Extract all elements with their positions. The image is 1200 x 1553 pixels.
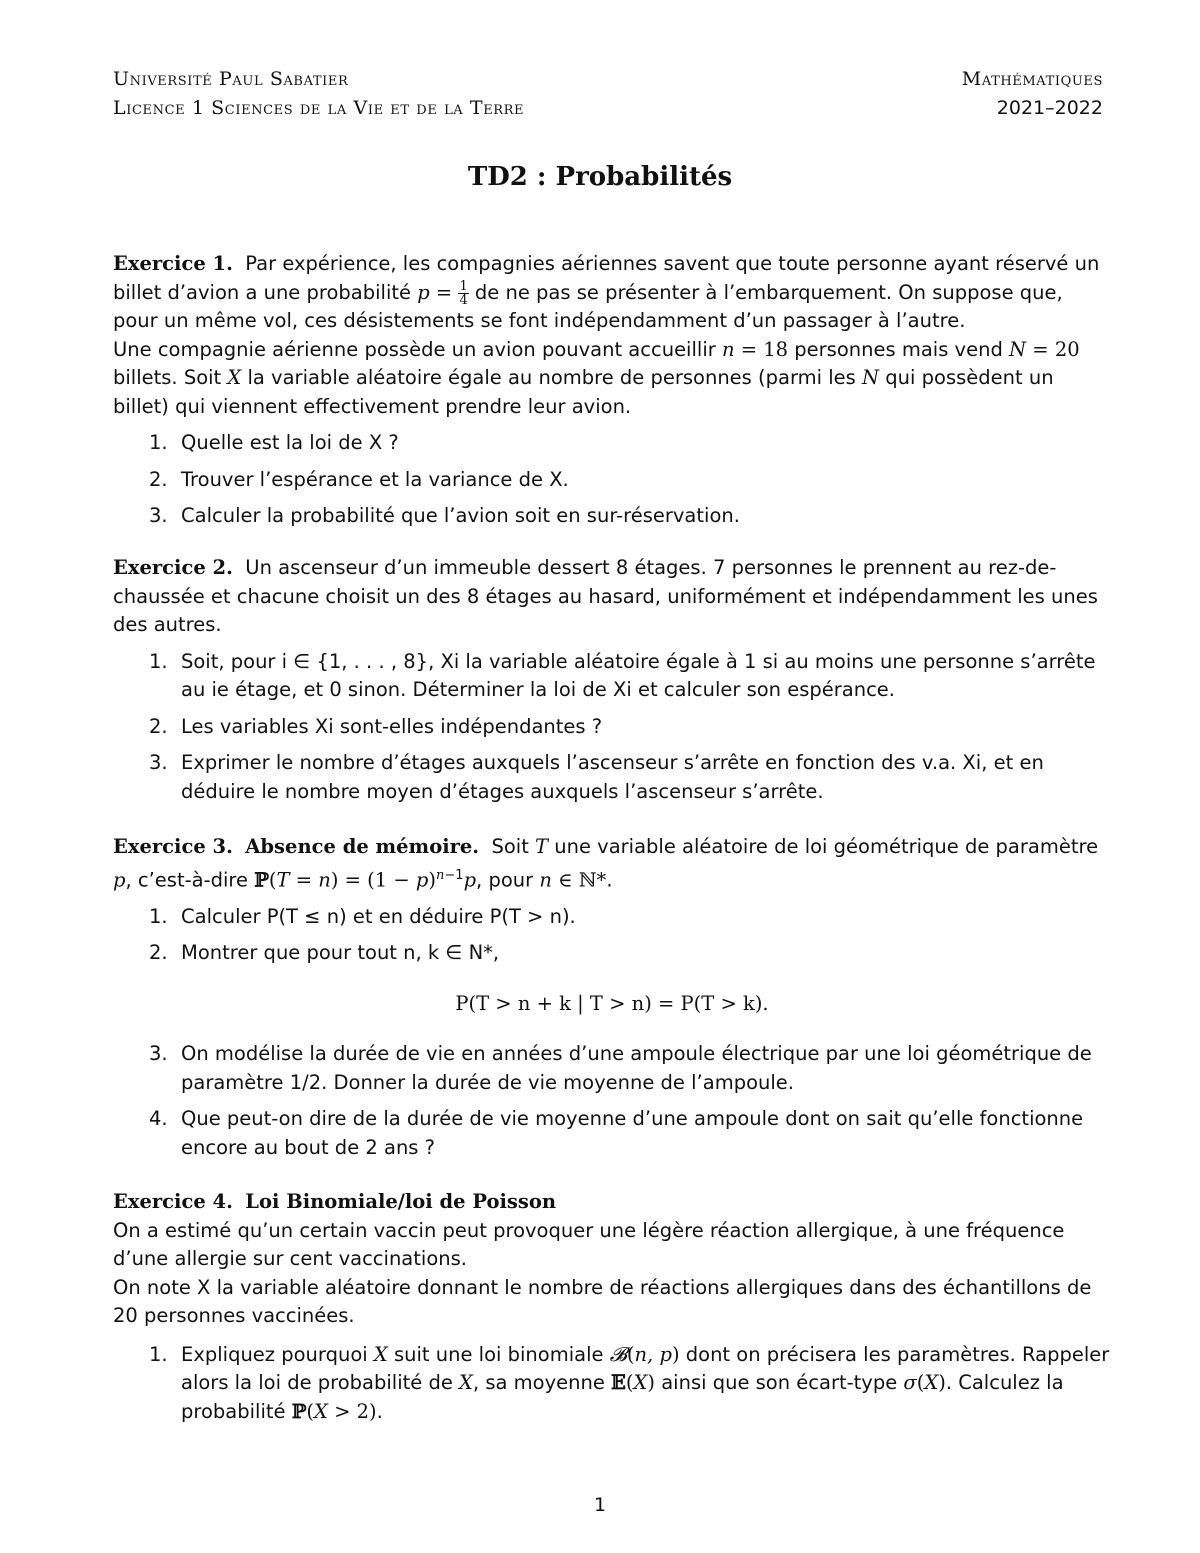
exercise-3-subtitle: Absence de mémoire. — [245, 835, 480, 858]
exercise-3-statement: Exercice 3. Absence de mémoire. Soit T une variable aléatoire de loi géométrique de paramètre p, c’est-à-dire ℙ(T = $n) = (1 - p)^{n-1}p$, pour n ∈ ℕ*. — [113, 835, 1099, 891]
page-number: 1 — [593, 1494, 607, 1516]
fraction-one-quarter: $\frac{1}{4}$ — [459, 278, 468, 308]
exercise-4-questions — [113, 1341, 1111, 1427]
list-item: 1. Quelle est la loi de X ? — [149, 431, 399, 454]
exercise-1-questions — [113, 429, 1111, 531]
display-equation: P(T > n + k | T > n) = P(T > k). — [455, 991, 769, 1015]
exercise-4-heading — [113, 1188, 1111, 1217]
exercise-2-questions — [113, 648, 1111, 807]
exercise-2-label: Exercice 2. — [113, 556, 233, 579]
subject-name: Mathématiques — [961, 68, 1103, 90]
exercise-4-intro-2: On note X la variable aléatoire donnant le nombre de réactions allergiques dans des échantillons de 20 personnes vaccinées. — [113, 1275, 1092, 1327]
exercise-1-label: Exercice 1. — [113, 252, 233, 275]
list-item: 4. Que peut-on dire de la durée de vie moyenne d’une ampoule dont on sait qu’elle fonctionne encore au bout de 2 ans ? — [149, 1107, 1084, 1159]
exercise-1 — [113, 250, 1111, 531]
header-left-line1 — [113, 68, 1103, 90]
list-item: 3. Exprimer le nombre d’étages auxquels l’ascenseur s’arrête en fonction des v.a. Xi, et en déduire le nombre moyen d’étages auxquels l’ascenseur s’arrête. — [149, 751, 1044, 803]
university-name: Université Paul Sabatier — [113, 68, 349, 90]
program-name: Licence 1 Sciences de la Vie et de la Terre — [113, 97, 525, 119]
list-item: 2. Les variables Xi sont-elles indépendantes ? — [149, 714, 603, 738]
exercise-1-statement: Exercice 1. Par expérience, les compagnies aériennes savent que toute personne ayant réservé un billet d’avion a une probabilité p = $\frac{1}{4}$ de ne pas se présenter à l’embarquement. On suppose que, pour un même vol, ces désistements se font indépendamment d’un passager à l’autre. Une compagnie aérienne possède un avion pouvant accueillir n = 18 personnes mais vend N = 20 billets. Soit X la variable aléatoire égale au nombre de personnes (parmi les N qui possèdent un billet) qui viennent effectivement prendre leur avion. — [113, 252, 1100, 418]
exercise-4-subtitle: Loi Binomiale/loi de Poisson — [245, 1190, 557, 1213]
exercise-3 — [113, 833, 1111, 1162]
list-item: 3. Calculer la probabilité que l’avion soit en sur-réservation. — [149, 504, 740, 527]
academic-year: 2021–2022 — [996, 97, 1103, 119]
page-title: TD2 : Probabilités — [467, 162, 733, 192]
header-left-line2 — [113, 97, 1103, 119]
exercise-4 — [113, 1188, 1111, 1426]
exercise-3-questions — [113, 903, 1111, 1163]
exercise-3-label: Exercice 3. — [113, 835, 233, 858]
list-item: 1. Expliquez pourquoi X suit une loi binomiale 𝓑(n, p) dont on précisera les paramètres. Rappeler alors la loi de probabilité de X, sa moyenne 𝔼(X) ainsi que son écart-type σ(X). Calculez la probabilité ℙ(X > 2). — [149, 1342, 1110, 1423]
list-item: 1. Calculer P(T ≤ n) et en déduire P(T > n). — [149, 904, 576, 928]
list-item: 2. Montrer que pour tout n, k ∈ N*, — [149, 941, 500, 964]
exercise-4-intro-1: On a estimé qu’un certain vaccin peut provoquer une légère réaction allergique, à une fréquence d’une allergie sur cent vaccinations. — [113, 1218, 1065, 1270]
exercise-2-statement: Exercice 2. Un ascenseur d’un immeuble dessert 8 étages. 7 personnes le prennent au rez-de-chaussée et chacune choisit un des 8 étages au hasard, uniformément et indépendamment les unes des autres. — [113, 556, 1098, 636]
list-item: 1. Soit, pour i ∈ {1, . . . , 8}, Xi la variable aléatoire égale à 1 si au moins une personne s’arrête au ie étage, et 0 sinon. Déterminer la loi de Xi et calculer son espérance. — [149, 649, 1096, 701]
list-item: 2. Trouver l’espérance et la variance de X. — [149, 467, 569, 491]
exercise-4-label: Exercice 4. — [113, 1190, 233, 1213]
exercise-2 — [113, 554, 1111, 806]
list-item: 3. On modélise la durée de vie en années d’une ampoule électrique par une loi géométrique de paramètre 1/2. Donner la durée de vie moyenne de l’ampoule. — [149, 1042, 1092, 1094]
